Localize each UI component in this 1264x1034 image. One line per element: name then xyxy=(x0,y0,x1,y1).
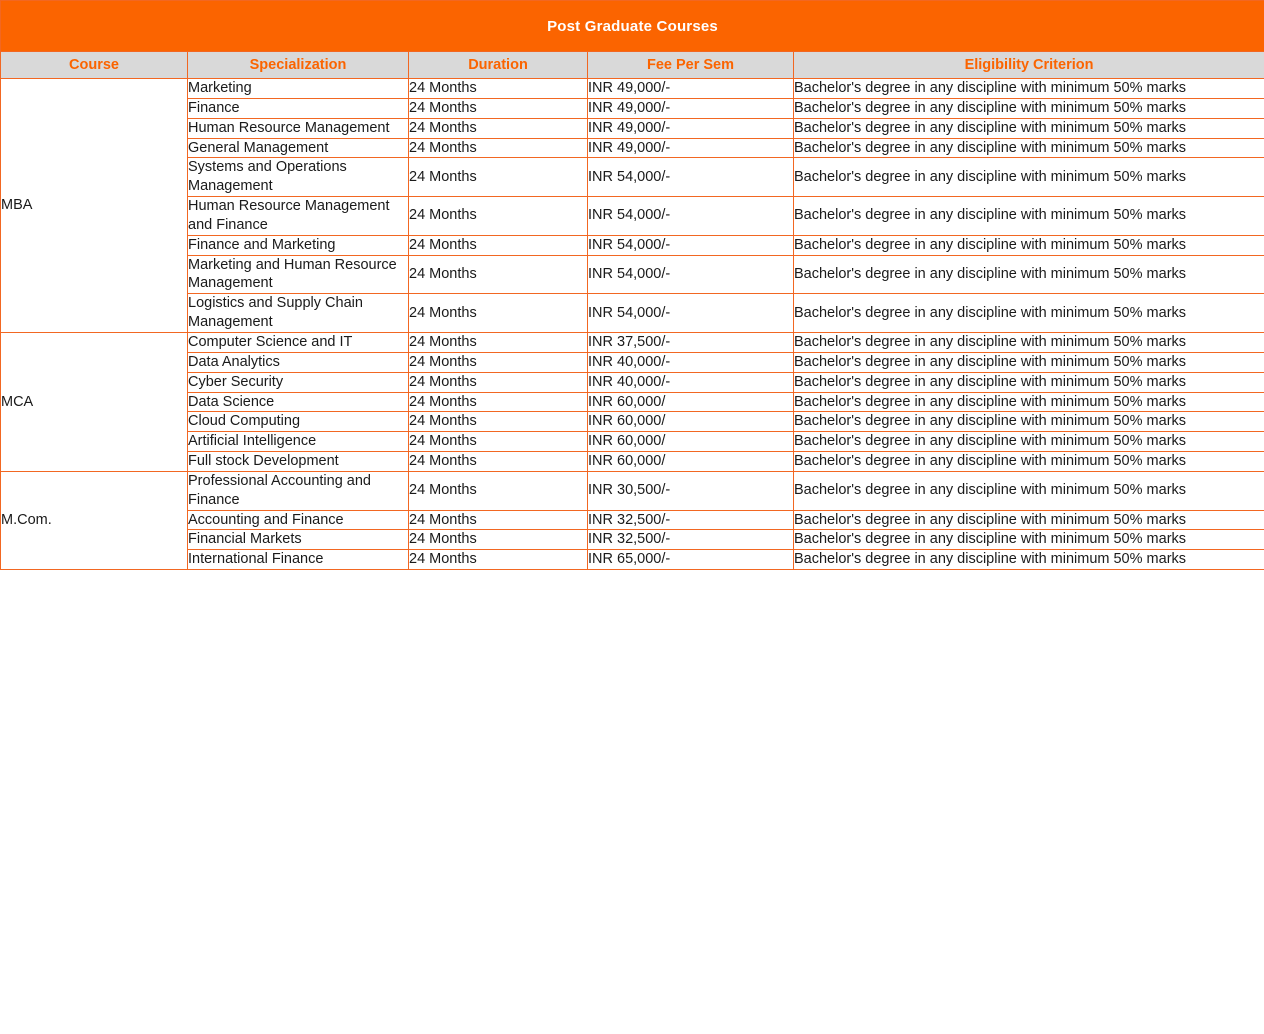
specialization-cell: Cyber Security xyxy=(188,372,409,392)
eligibility-cell: Bachelor's degree in any discipline with minimum 50% marks xyxy=(794,98,1264,118)
specialization-cell: Logistics and Supply Chain Management xyxy=(188,294,409,333)
eligibility-cell: Bachelor's degree in any discipline with minimum 50% marks xyxy=(794,79,1264,99)
duration-cell: 24 Months xyxy=(409,372,588,392)
column-header-duration[interactable]: Duration xyxy=(409,52,588,79)
duration-cell: 24 Months xyxy=(409,255,588,294)
duration-cell: 24 Months xyxy=(409,332,588,352)
eligibility-cell: Bachelor's degree in any discipline with minimum 50% marks xyxy=(794,550,1264,570)
table-row xyxy=(1,530,1264,550)
duration-cell: 24 Months xyxy=(409,471,588,510)
table-row xyxy=(1,138,1264,158)
fee-cell: INR 54,000/- xyxy=(588,158,794,197)
specialization-cell: Marketing xyxy=(188,79,409,99)
specialization-cell: Financial Markets xyxy=(188,530,409,550)
specialization-cell: Accounting and Finance xyxy=(188,510,409,530)
specialization-cell: Finance and Marketing xyxy=(188,235,409,255)
table-row xyxy=(1,352,1264,372)
fee-cell: INR 60,000/ xyxy=(588,432,794,452)
table-row xyxy=(1,79,1264,99)
specialization-cell: Artificial Intelligence xyxy=(188,432,409,452)
specialization-cell: International Finance xyxy=(188,550,409,570)
fee-cell: INR 65,000/- xyxy=(588,550,794,570)
fee-cell: INR 60,000/ xyxy=(588,412,794,432)
fee-cell: INR 54,000/- xyxy=(588,197,794,236)
duration-cell: 24 Months xyxy=(409,98,588,118)
eligibility-cell: Bachelor's degree in any discipline with minimum 50% marks xyxy=(794,235,1264,255)
duration-cell: 24 Months xyxy=(409,412,588,432)
specialization-cell: Professional Accounting and Finance xyxy=(188,471,409,510)
eligibility-cell: Bachelor's degree in any discipline with minimum 50% marks xyxy=(794,255,1264,294)
fee-cell: INR 32,500/- xyxy=(588,530,794,550)
fee-cell: INR 37,500/- xyxy=(588,332,794,352)
table-row xyxy=(1,294,1264,333)
eligibility-cell: Bachelor's degree in any discipline with minimum 50% marks xyxy=(794,471,1264,510)
table-row xyxy=(1,158,1264,197)
table-row xyxy=(1,510,1264,530)
eligibility-cell: Bachelor's degree in any discipline with minimum 50% marks xyxy=(794,392,1264,412)
duration-cell: 24 Months xyxy=(409,510,588,530)
duration-cell: 24 Months xyxy=(409,197,588,236)
column-header-eligibility[interactable]: Eligibility Criterion xyxy=(794,52,1264,79)
duration-cell: 24 Months xyxy=(409,392,588,412)
fee-cell: INR 40,000/- xyxy=(588,352,794,372)
fee-cell: INR 54,000/- xyxy=(588,255,794,294)
fee-cell: INR 54,000/- xyxy=(588,235,794,255)
duration-cell: 24 Months xyxy=(409,530,588,550)
specialization-cell: Finance xyxy=(188,98,409,118)
eligibility-cell: Bachelor's degree in any discipline with minimum 50% marks xyxy=(794,530,1264,550)
eligibility-cell: Bachelor's degree in any discipline with minimum 50% marks xyxy=(794,510,1264,530)
eligibility-cell: Bachelor's degree in any discipline with minimum 50% marks xyxy=(794,372,1264,392)
table-row xyxy=(1,255,1264,294)
duration-cell: 24 Months xyxy=(409,352,588,372)
duration-cell: 24 Months xyxy=(409,235,588,255)
duration-cell: 24 Months xyxy=(409,550,588,570)
table-row xyxy=(1,118,1264,138)
specialization-cell: Systems and Operations Management xyxy=(188,158,409,197)
eligibility-cell: Bachelor's degree in any discipline with minimum 50% marks xyxy=(794,332,1264,352)
table-row xyxy=(1,432,1264,452)
duration-cell: 24 Months xyxy=(409,294,588,333)
column-header-course[interactable]: Course xyxy=(1,52,188,79)
fee-cell: INR 49,000/- xyxy=(588,138,794,158)
table-row xyxy=(1,235,1264,255)
table-row xyxy=(1,471,1264,510)
duration-cell: 24 Months xyxy=(409,432,588,452)
table-row xyxy=(1,452,1264,472)
eligibility-cell: Bachelor's degree in any discipline with minimum 50% marks xyxy=(794,197,1264,236)
course-name-cell: MCA xyxy=(1,332,188,471)
table-title: Post Graduate Courses xyxy=(1,1,1264,52)
fee-cell: INR 60,000/ xyxy=(588,392,794,412)
eligibility-cell: Bachelor's degree in any discipline with minimum 50% marks xyxy=(794,158,1264,197)
table-title-row xyxy=(1,1,1264,52)
duration-cell: 24 Months xyxy=(409,158,588,197)
specialization-cell: General Management xyxy=(188,138,409,158)
table-row xyxy=(1,197,1264,236)
specialization-cell: Full stock Development xyxy=(188,452,409,472)
table-row xyxy=(1,332,1264,352)
course-name-cell: M.Com. xyxy=(1,471,188,569)
fee-cell: INR 49,000/- xyxy=(588,79,794,99)
specialization-cell: Human Resource Management xyxy=(188,118,409,138)
eligibility-cell: Bachelor's degree in any discipline with minimum 50% marks xyxy=(794,412,1264,432)
column-header-specialization[interactable]: Specialization xyxy=(188,52,409,79)
table-row xyxy=(1,98,1264,118)
column-header-fee[interactable]: Fee Per Sem xyxy=(588,52,794,79)
eligibility-cell: Bachelor's degree in any discipline with minimum 50% marks xyxy=(794,294,1264,333)
specialization-cell: Human Resource Management and Finance xyxy=(188,197,409,236)
table-row xyxy=(1,392,1264,412)
specialization-cell: Data Analytics xyxy=(188,352,409,372)
eligibility-cell: Bachelor's degree in any discipline with minimum 50% marks xyxy=(794,138,1264,158)
specialization-cell: Computer Science and IT xyxy=(188,332,409,352)
duration-cell: 24 Months xyxy=(409,138,588,158)
course-name-cell: MBA xyxy=(1,79,188,333)
table-header-row xyxy=(1,52,1264,79)
eligibility-cell: Bachelor's degree in any discipline with minimum 50% marks xyxy=(794,352,1264,372)
fee-cell: INR 54,000/- xyxy=(588,294,794,333)
duration-cell: 24 Months xyxy=(409,79,588,99)
fee-cell: INR 49,000/- xyxy=(588,98,794,118)
fee-cell: INR 30,500/- xyxy=(588,471,794,510)
fee-cell: INR 60,000/ xyxy=(588,452,794,472)
specialization-cell: Data Science xyxy=(188,392,409,412)
duration-cell: 24 Months xyxy=(409,118,588,138)
specialization-cell: Marketing and Human Resource Management xyxy=(188,255,409,294)
eligibility-cell: Bachelor's degree in any discipline with minimum 50% marks xyxy=(794,432,1264,452)
fee-cell: INR 32,500/- xyxy=(588,510,794,530)
table-row xyxy=(1,412,1264,432)
specialization-cell: Cloud Computing xyxy=(188,412,409,432)
table-body xyxy=(1,79,1264,570)
fee-cell: INR 40,000/- xyxy=(588,372,794,392)
eligibility-cell: Bachelor's degree in any discipline with minimum 50% marks xyxy=(794,118,1264,138)
eligibility-cell: Bachelor's degree in any discipline with minimum 50% marks xyxy=(794,452,1264,472)
table-row xyxy=(1,372,1264,392)
fee-cell: INR 49,000/- xyxy=(588,118,794,138)
duration-cell: 24 Months xyxy=(409,452,588,472)
table-row xyxy=(1,550,1264,570)
